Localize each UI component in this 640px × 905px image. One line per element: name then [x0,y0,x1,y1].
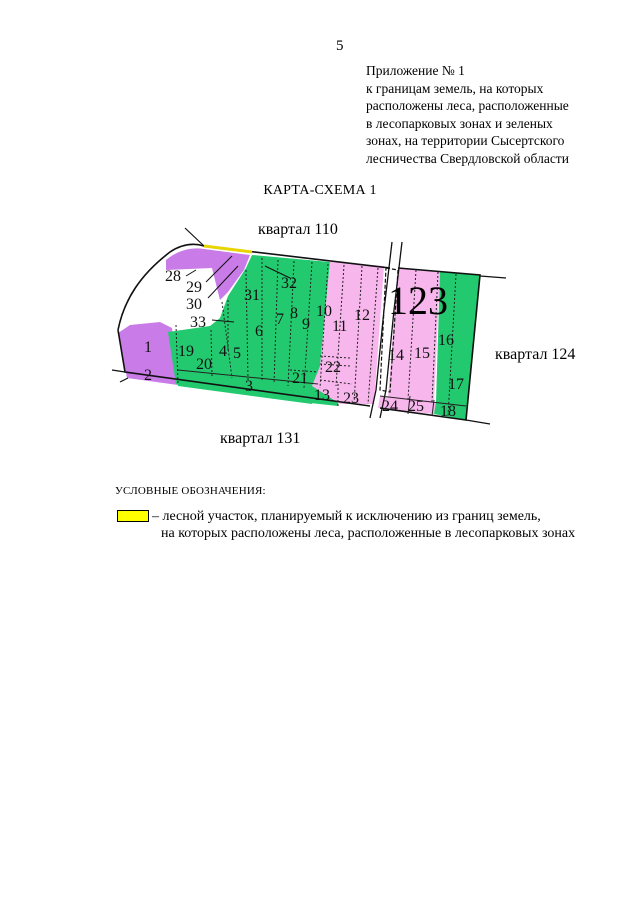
boundary-ext [185,228,204,246]
road-gap [386,240,398,242]
parcel-label: 25 [408,398,424,415]
parcel-label: 20 [196,356,212,373]
legend-text [152,508,575,542]
parcel-label: 16 [438,332,454,349]
kvartal-110-label: квартал 110 [258,221,338,238]
legend-line: – лесной участок, планируемый к исключению из границ земель, [152,509,541,524]
kvartal-number: 123 [388,278,448,323]
parcel-label: 14 [388,347,404,364]
parcel-label: 18 [440,403,456,420]
parcel-label: 15 [414,345,430,362]
parcel-label: 9 [302,316,310,333]
legend-title: УСЛОВНЫЕ ОБОЗНАЧЕНИЯ: [115,485,266,497]
map-title: КАРТА-СХЕМА 1 [263,183,377,198]
appendix-line: расположены леса, расположенные [366,98,569,114]
parcel-label: 31 [244,287,260,304]
parcel-label: 4 [219,343,227,360]
parcel-label: 6 [255,323,263,340]
parcel-label: 23 [343,390,359,407]
parcel-label: 7 [276,311,284,328]
parcel-label: 8 [290,305,298,322]
parcel-label: 21 [292,370,308,387]
parcel-label: 2 [144,367,152,384]
page-number: 5 [336,38,344,54]
kvartal-124-label: квартал 124 [495,346,576,363]
legend-swatch-yellow [117,510,149,522]
parcel-label: 1 [144,339,152,356]
parcel-label: 28 [165,268,181,285]
appendix-line: Приложение № 1 [366,63,465,78]
parcel-label: 10 [316,303,332,320]
parcel-label: 5 [233,345,241,362]
parcel-label: 13 [314,387,330,404]
boundary-ext [480,276,506,278]
boundary-ext [120,378,128,382]
parcel-label: 30 [186,296,202,313]
parcel-label: 17 [448,376,464,393]
parcel-label: 22 [325,359,341,376]
appendix-line: зонах, на территории Сысертского [366,133,565,149]
parcel-label: 3 [245,378,253,395]
boundary-ext [466,420,490,424]
parcel-label: 29 [186,279,202,296]
parcel-label: 12 [354,307,370,324]
appendix-line: к границам земель, на которых [366,80,544,96]
boundary-ext [112,370,125,372]
parcel-label: 33 [190,314,206,331]
parcel-label: 24 [382,398,398,415]
appendix-line: лесничества Свердловской области [366,150,569,166]
kvartal-131-label: квартал 131 [220,430,301,447]
parcel-label: 19 [178,343,194,360]
appendix-line: в лесопарковых зонах и зеленых [366,115,553,131]
legend-line: на которых расположены леса, расположенные в лесопарковых зонах [161,526,576,541]
parcel-label: 32 [281,275,297,292]
parcel-label: 11 [332,318,348,335]
